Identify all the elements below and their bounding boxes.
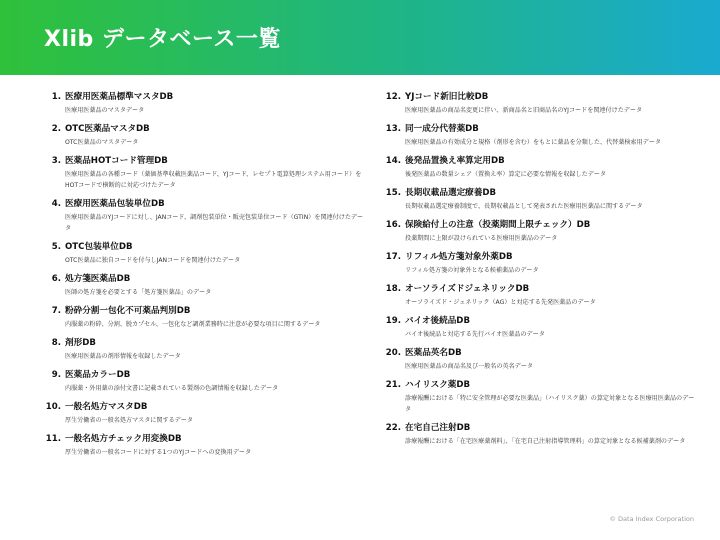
list-item — [380, 422, 698, 447]
list-item — [380, 251, 698, 276]
list-item — [40, 369, 365, 394]
item-title: バイオ後続品DB — [405, 316, 470, 326]
item-description: 医療用医薬品の有効成分と規格（剤形を含む）をもとに薬品を分類した、代替薬検索用データ — [405, 139, 661, 146]
list-item — [40, 305, 365, 330]
item-number: 15. — [385, 188, 401, 198]
item-body — [65, 123, 365, 148]
item-description: 診療報酬における「特に安全管理が必要な医薬品」（ハイリスク薬）の算定対象となる医療用医薬品のデータ — [405, 395, 695, 413]
item-body — [405, 155, 698, 180]
item-description: 厚生労働省の一般名コードに対する1つのYJコードへの変換用データ — [65, 449, 252, 456]
list-item — [380, 155, 698, 180]
item-title: 医薬品HOTコード管理DB — [65, 156, 168, 166]
item-number: 7. — [51, 306, 61, 316]
item-title: ハイリスク薬DB — [405, 380, 471, 390]
item-description: 投薬期間に上限が設けられている医療用医薬品のデータ — [405, 235, 558, 242]
item-body — [405, 123, 698, 148]
item-title: 後発品置換え率算定用DB — [405, 156, 505, 166]
item-description: 診療報酬における「在宅医療薬剤料」、「在宅自己注射指導管理料」の算定対象となる候補薬剤のデータ — [405, 438, 686, 445]
item-number: 20. — [385, 348, 401, 358]
item-body — [405, 283, 698, 308]
item-body — [65, 401, 365, 426]
list-item — [380, 379, 698, 415]
item-description: 医療用医薬品の剤形情報を収録したデータ — [65, 353, 181, 360]
database-list-left — [40, 91, 365, 465]
item-number: 18. — [385, 284, 401, 294]
item-description: 医師の処方箋を必要とする「処方箋医薬品」のデータ — [65, 289, 212, 296]
list-item — [40, 337, 365, 362]
item-description: 厚生労働省の一般名処方マスタに関するデータ — [65, 417, 193, 424]
item-body — [65, 273, 365, 298]
item-description: 医療用医薬品の商品名及び一般名の英名データ — [405, 363, 533, 370]
item-description: バイオ後続品と対応する先行バイオ医薬品のデータ — [405, 331, 545, 338]
item-body — [65, 91, 365, 116]
item-number: 16. — [385, 220, 401, 230]
item-body — [65, 433, 365, 458]
item-body — [405, 219, 698, 244]
item-title: 一般名処方マスタDB — [65, 402, 148, 412]
copyright-notice: © Data Index Corporation — [609, 515, 694, 523]
item-number: 4. — [51, 199, 61, 209]
item-body — [405, 347, 698, 372]
item-number: 13. — [385, 124, 401, 134]
item-number: 22. — [385, 423, 401, 433]
item-title: YJコード新旧比較DB — [405, 92, 489, 102]
list-item — [40, 91, 365, 116]
item-title: 粉砕分割一包化不可薬品判別DB — [65, 306, 191, 316]
item-number: 14. — [385, 156, 401, 166]
header-banner — [0, 0, 720, 75]
item-title: 一般名処方チェック用変換DB — [65, 434, 182, 444]
item-title: 医薬品英名DB — [405, 348, 462, 358]
item-description: 医療用医薬品のマスタデータ — [65, 107, 145, 114]
item-body — [65, 155, 365, 191]
item-body — [405, 315, 698, 340]
list-item — [380, 347, 698, 372]
item-title: 処方箋医薬品DB — [65, 274, 131, 284]
item-description: 医療用医薬品の各種コード（薬価基準収載医薬品コード、YJコード、レセプト電算処理システム用コード）をHOTコードで横断的に対応づけたデータ — [65, 171, 362, 189]
item-title: 長期収載品選定療養DB — [405, 188, 497, 198]
item-title: OTC包装単位DB — [65, 242, 133, 252]
item-title: 医療用医薬品包装単位DB — [65, 199, 165, 209]
item-body — [405, 379, 698, 415]
item-number: 1. — [51, 92, 61, 102]
item-body — [65, 369, 365, 394]
item-description: 長期収載品選定療養制度で、長期収載品として発表された医療用医薬品に関するデータ — [405, 203, 643, 210]
item-number: 11. — [45, 434, 61, 444]
item-description: 内服薬の粉砕、分割、脱カプセル、一包化など調剤業務時に注意が必要な項目に関するデータ — [65, 321, 321, 328]
item-number: 8. — [51, 338, 61, 348]
list-item — [380, 283, 698, 308]
item-number: 10. — [45, 402, 61, 412]
item-description: 内服薬・外用薬の添付文書に記載されている製剤の色調情報を収録したデータ — [65, 385, 279, 392]
list-item — [40, 433, 365, 458]
item-description: OTC医薬品のマスタデータ — [65, 139, 139, 146]
list-item — [40, 401, 365, 426]
item-number: 5. — [51, 242, 61, 252]
item-title: 保険給付上の注意（投薬期間上限チェック）DB — [405, 220, 591, 230]
item-title: 医薬品カラーDB — [65, 370, 131, 380]
list-item — [380, 187, 698, 212]
item-title: 医療用医薬品標準マスタDB — [65, 92, 174, 102]
item-body — [65, 337, 365, 362]
item-number: 12. — [385, 92, 401, 102]
item-title: リフィル処方箋対象外薬DB — [405, 252, 513, 262]
list-item — [40, 198, 365, 234]
item-title: OTC医薬品マスタDB — [65, 124, 150, 134]
item-title: 剤形DB — [65, 338, 96, 348]
item-description: 医療用医薬品の商品名変更に伴い、新商品名と旧商品名のYJコードを関連付けたデータ — [405, 107, 643, 114]
item-body — [405, 187, 698, 212]
list-item — [380, 219, 698, 244]
item-number: 21. — [385, 380, 401, 390]
item-title: 同一成分代替薬DB — [405, 124, 479, 134]
item-body — [65, 305, 365, 330]
item-description: 医療用医薬品のYJコードに対し、JANコード、調剤包装単位・販売包装単位コード（GTIN）を関連付けたデータ — [65, 214, 364, 232]
list-item — [40, 123, 365, 148]
item-number: 2. — [51, 124, 61, 134]
list-item — [380, 123, 698, 148]
item-number: 9. — [51, 370, 61, 380]
database-list-right — [380, 91, 698, 454]
item-title: 在宅自己注射DB — [405, 423, 471, 433]
item-body — [405, 422, 698, 447]
item-description: OTC医薬品に独自コードを付与しJANコードを関連付けたデータ — [65, 257, 241, 264]
page-title: Xlib データベース一覧 — [44, 27, 281, 52]
list-item — [40, 241, 365, 266]
item-number: 6. — [51, 274, 61, 284]
item-body — [405, 91, 698, 116]
item-title: オーソライズドジェネリックDB — [405, 284, 530, 294]
item-number: 19. — [385, 316, 401, 326]
item-body — [65, 241, 365, 266]
list-item — [380, 315, 698, 340]
item-description: リフィル処方箋の対象外となる候補薬品のデータ — [405, 267, 539, 274]
list-item — [40, 155, 365, 191]
list-item — [40, 273, 365, 298]
item-description: 後発医薬品の数量シェア（置換え率）算定に必要な情報を収録したデータ — [405, 171, 606, 178]
item-number: 17. — [385, 252, 401, 262]
item-number: 3. — [51, 156, 61, 166]
list-item — [380, 91, 698, 116]
item-body — [405, 251, 698, 276]
item-body — [65, 198, 365, 234]
item-description: オーソライズド・ジェネリック（AG）と対応する先発医薬品のデータ — [405, 299, 596, 306]
